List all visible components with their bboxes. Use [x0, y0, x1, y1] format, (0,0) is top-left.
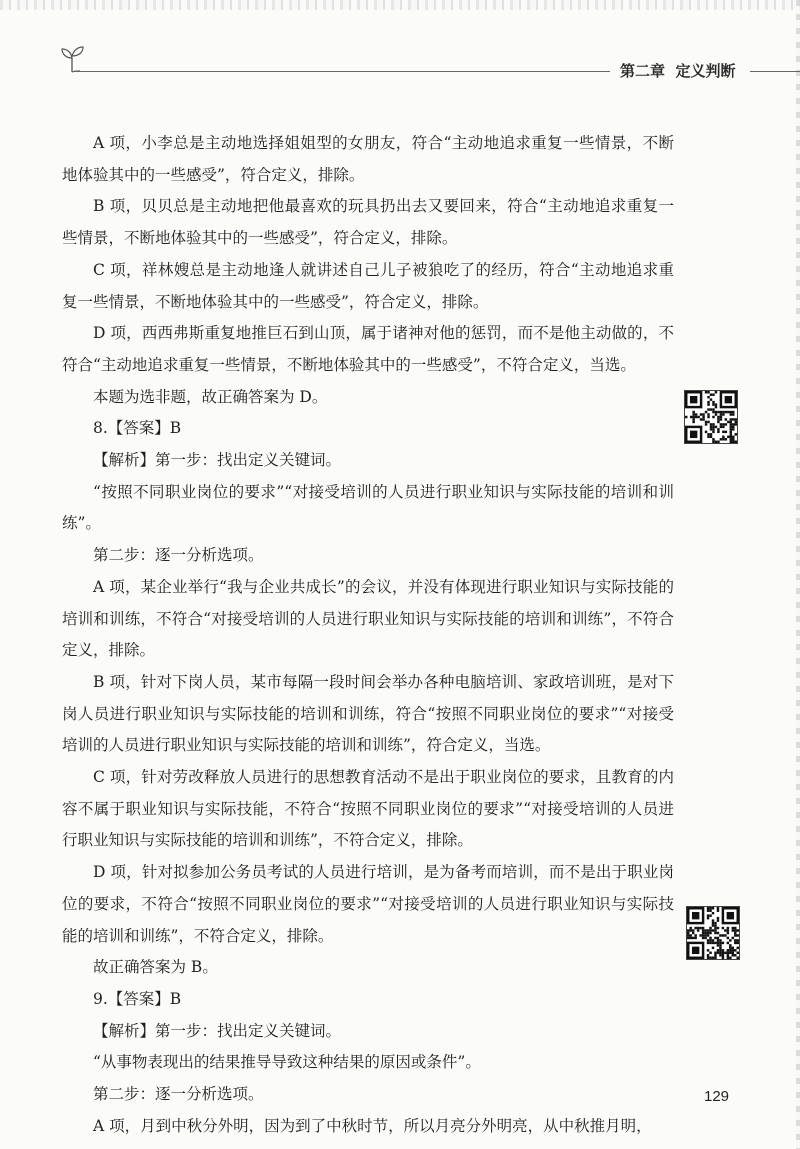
chapter-title: 第二章 定义判断 [620, 62, 736, 80]
body-text [62, 128, 674, 1143]
paragraph: 第二步：逐一分析选项。 [93, 546, 264, 565]
sprout-icon [58, 44, 86, 74]
paragraph: C 项，针对劳改释放人员进行的思想教育活动不是出于职业岗位的要求，且教育的内容不属于职业知识与实际技能，不符合“按照不同职业岗位的要求”“对接受培训的人员进行职业知识与实际技能的培训和训练”，不符合定义，排除。 [62, 768, 674, 850]
header-rule-right [750, 71, 800, 72]
analysis-heading: 【解析】第一步：找出定义关键词。 [93, 1021, 342, 1040]
paragraph: 第二步：逐一分析选项。 [93, 1085, 264, 1104]
paragraph: B 项，针对下岗人员，某市每隔一段时间会举办各种电脑培训、家政培训班，是对下岗人员进行职业知识与实际技能的培训和训练，符合“按照不同职业岗位的要求”“对接受培训的人员进行职业知识与实际技能的培训和训练”，符合定义，当选。 [62, 672, 674, 755]
paragraph: D 项，西西弗斯重复地推巨石到山顶，属于诸神对他的惩罚，而不是他主动做的，不符合“主动地追求重复一些情景，不断地体验其中的一些感受”，不符合定义，当选。 [62, 324, 674, 374]
qr-code-icon[interactable] [684, 390, 738, 444]
paragraph: B 项，贝贝总是主动地把他最喜欢的玩具扔出去又要回来，符合“主动地追求重复一些情景，不断地体验其中的一些感受”，符合定义，排除。 [62, 197, 674, 248]
scan-edge-top [0, 0, 800, 10]
paragraph: “按照不同职业岗位的要求”“对接受培训的人员进行职业知识与实际技能的培训和训练”。 [62, 482, 674, 533]
analysis-heading: 【解析】第一步：找出定义关键词。 [93, 451, 342, 470]
page-number: 129 [704, 1088, 730, 1105]
scan-edge-right [796, 0, 800, 1149]
answer-heading: 8.【答案】B [93, 419, 182, 438]
paragraph: 故正确答案为 B。 [93, 958, 218, 977]
paragraph: A 项，小李总是主动地选择姐姐型的女朋友，符合“主动地追求重复一些情景，不断地体验其中的一些感受”，符合定义，排除。 [62, 134, 674, 184]
header-rule-left [72, 71, 610, 72]
paragraph: D 项，针对拟参加公务员考试的人员进行培训，是为备考而培训，而不是出于职业岗位的要求，不符合“按照不同职业岗位的要求”“对接受培训的人员进行职业知识与实际技能的培训和训练”，不符合定义，排除。 [62, 863, 674, 945]
qr-code-icon[interactable] [686, 906, 740, 960]
running-header [58, 44, 800, 84]
paragraph: “从事物表现出的结果推导导致这种结果的原因或条件”。 [93, 1053, 481, 1072]
paragraph: A 项，月到中秋分外明，因为到了中秋时节，所以月亮分外明亮，从中秋推月明， [93, 1116, 652, 1135]
paragraph: A 项，某企业举行“我与企业共成长”的会议，并没有体现进行职业知识与实际技能的培训和训练，不符合“对接受培训的人员进行职业知识与实际技能的培训和训练”，不符合定义，排除。 [62, 577, 674, 660]
answer-heading: 9.【答案】B [93, 989, 182, 1008]
paragraph: C 项，祥林嫂总是主动地逢人就讲述自己儿子被狼吃了的经历，符合“主动地追求重复一些情景，不断地体验其中的一些感受”，符合定义，排除。 [62, 260, 674, 311]
paragraph: 本题为选非题，故正确答案为 D。 [93, 387, 328, 406]
